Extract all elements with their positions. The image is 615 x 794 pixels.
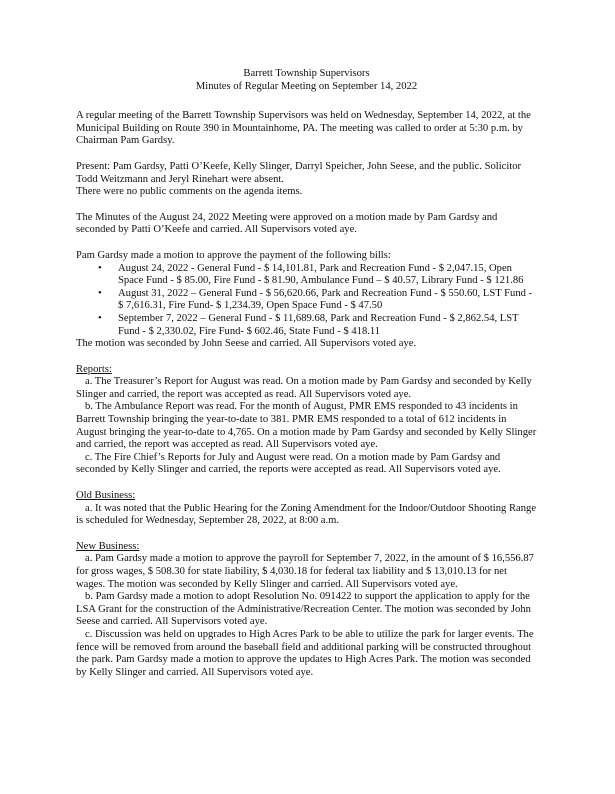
- new-business-section: [76, 541, 537, 680]
- public-comments: There were no public comments on the agenda items.: [76, 186, 303, 198]
- old-business-section: [76, 490, 537, 528]
- attendance-section: [76, 161, 537, 199]
- bills-list: [76, 263, 537, 339]
- bills-closing: The motion was seconded by John Seese and carried. All Supervisors voted aye.: [76, 338, 417, 350]
- report-item: c. The Fire Chief’s Reports for July and August were read. On a motion made by Pam Gardsy and seconded by Kelly Slinger and carried, the reports were accepted as read. All Supervisors voted aye.: [76, 451, 501, 476]
- document-subtitle: Minutes of Regular Meeting on September 14, 2022: [195, 80, 418, 92]
- bill-item: [98, 287, 537, 313]
- new-business-item: b. Pam Gardsy made a motion to adopt Resolution No. 091422 to support the application to apply for the LSA Grant for the construction of the Administrative/Recreation Center. The motion was seconded by John Seese and carried. All Supervisors voted aye.: [76, 591, 531, 628]
- bill-item-text: August 24, 2022 - General Fund - $ 14,101.81, Park and Recreation Fund - $ 2,047.15, Open Space Fund - $ 85.00, Fire Fund - $ 81.90, Ambulance Fund – $ 40.57, Library Fund - $ 121.86: [118, 262, 524, 287]
- bill-item-text: September 7, 2022 – General Fund - $ 11,689.68, Park and Recreation Fund - $ 2,862.54, LST Fund - $ 2,330.02, Fire Fund- $ 602.46, State Fund - $ 418.11: [118, 312, 519, 337]
- new-business-heading: New Business:: [76, 540, 140, 552]
- bill-item-text: August 31, 2022 – General Fund - $ 56,620.66, Park and Recreation Fund - $ 550.60, LST Fund - $ 7,616.31, Fire Fund- $ 1,234.39, Open Space Fund - $ 47.50: [118, 287, 533, 312]
- reports-section: [76, 364, 537, 477]
- bill-item: [98, 312, 537, 338]
- report-item: b. The Ambulance Report was read. For the month of August, PMR EMS responded to 43 incidents in Barrett Township bringing the year-to-date to 381. PMR EMS responded to a total of 612 incidents in August bringing the year-to-date to 4,765. On a motion made by Pam Gardsy and seconded by Kelly Slinger and carried, the report was accepted as read. All Supervisors voted aye.: [76, 401, 537, 451]
- document-title: Barrett Township Supervisors: [243, 68, 370, 79]
- bills-section: [76, 250, 537, 351]
- bill-item: [98, 262, 537, 288]
- minutes-approval: The Minutes of the August 24, 2022 Meeting were approved on a motion made by Pam Gardsy and seconded by Patti O’Keefe and carried. All Supervisors voted aye.: [76, 211, 498, 236]
- bills-intro: Pam Gardsy made a motion to approve the payment of the following bills:: [76, 249, 391, 261]
- new-business-item: c. Discussion was held on upgrades to High Acres Park to be able to utilize the park for larger events. The fence will be removed from around the baseball field and additional parking will be constructed throughout the park. Pam Gardsy made a motion to approve the updates to High Acres Park. The motion was seconded by Kelly Slinger and carried. All Supervisors voted aye.: [76, 628, 534, 678]
- bullet-icon: •: [98, 312, 102, 324]
- reports-heading: Reports:: [76, 363, 112, 375]
- attendance-present: Present: Pam Gardsy, Patti O’Keefe, Kelly Slinger, Darryl Speicher, John Seese, and the public. Solicitor Todd Weitzmann and Jeryl Rinehart were absent.: [76, 160, 522, 185]
- intro-paragraph: A regular meeting of the Barrett Township Supervisors was held on Wednesday, September 14, 2022, at the Municipal Building on Route 390 in Mountainhome, PA. The meeting was called to order at 5:30 p.m. by Chairman Pam Gardsy.: [76, 110, 531, 147]
- old-business-heading: Old Business:: [76, 490, 136, 502]
- report-item: a. The Treasurer’s Report for August was read. On a motion made by Pam Gardsy and seconded by Kelly Slinger and carried, the report was accepted as read. All Supervisors voted aye.: [76, 376, 532, 400]
- bullet-icon: •: [98, 262, 102, 274]
- bullet-icon: •: [98, 287, 102, 299]
- old-business-item: a. It was noted that the Public Hearing for the Zoning Amendment for the Indoor/Outdoor Shooting Range is scheduled for Wednesday, September 28, 2022, at 8:00 a.m.: [76, 502, 537, 527]
- new-business-item: a. Pam Gardsy made a motion to approve the payroll for September 7, 2022, in the amount of $ 16,556.87 for gross wages, $ 508.30 for state liability, $ 4,030.18 for federal tax liability and $ 13,010.13 for net wages. The motion was seconded by Kelly Slinger and carried. All Supervisors voted aye.: [76, 553, 534, 590]
